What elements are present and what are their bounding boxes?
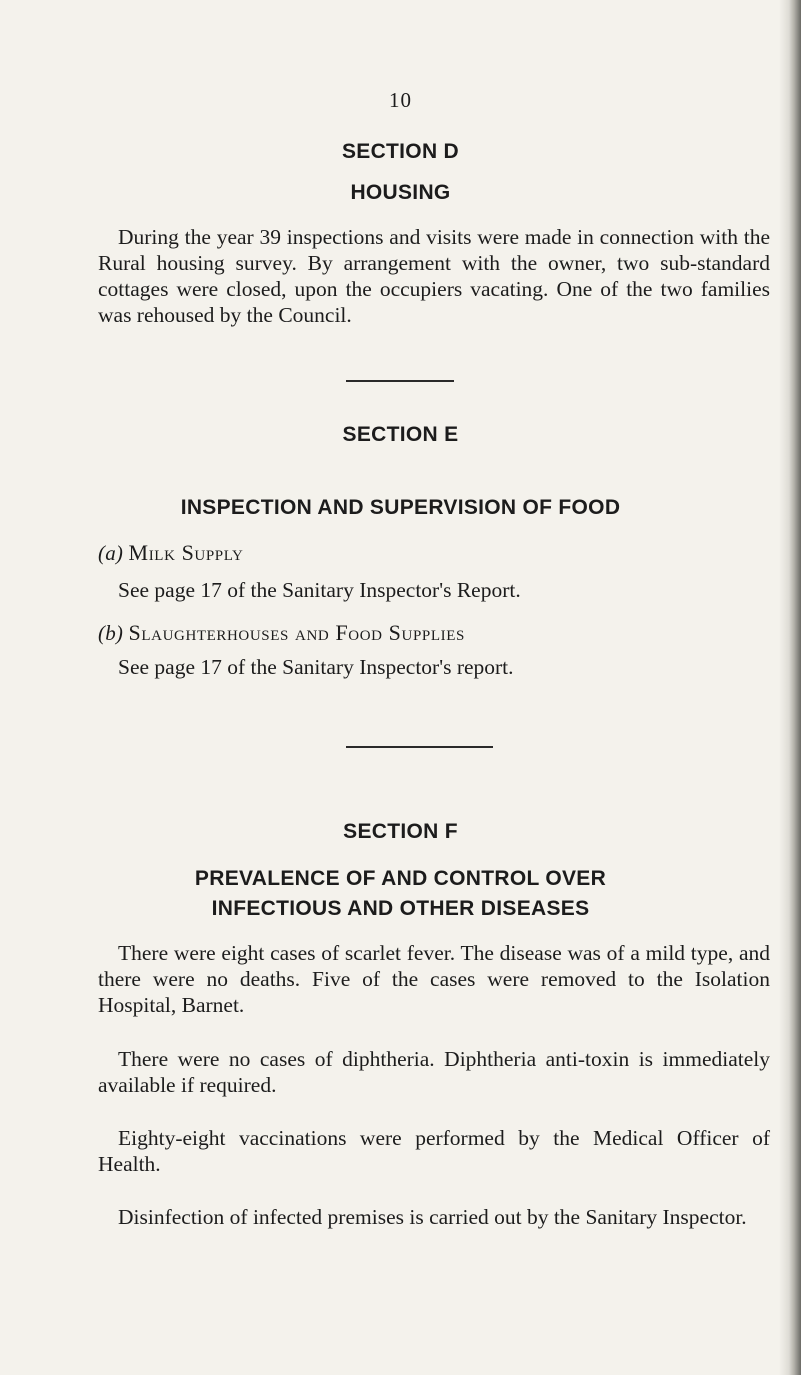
subsection-a-marker: (a) xyxy=(98,541,124,565)
section-d-title: SECTION D xyxy=(341,140,460,163)
page-number: 10 xyxy=(389,88,412,112)
section-f-heading-line2: INFECTIOUS AND OTHER DISEASES xyxy=(211,897,590,920)
section-f-title: SECTION F xyxy=(343,820,458,843)
subsection-b-title: Slaughterhouses and Food Supplies xyxy=(128,620,465,645)
section-divider-1 xyxy=(346,380,454,382)
page-edge-shadow xyxy=(779,0,801,1375)
section-f-paragraph-2 xyxy=(98,1046,770,1098)
section-f-paragraph-1 xyxy=(98,940,770,1018)
section-d-heading: HOUSING xyxy=(350,181,451,204)
subsection-b-marker: (b) xyxy=(98,621,124,645)
section-f-paragraph-4 xyxy=(98,1204,770,1230)
subsection-a-text: See page 17 of the Sanitary Inspector's Report. xyxy=(118,578,521,602)
subsection-b-text: See page 17 of the Sanitary Inspector's report. xyxy=(118,655,514,679)
section-divider-2 xyxy=(346,746,493,748)
subsection-a-heading xyxy=(98,540,243,566)
section-e-title: SECTION E xyxy=(342,423,459,446)
section-f-paragraph-1-text: There were eight cases of scarlet fever. The disease was of a mild type, and there were no deaths. Five of the cases were removed to the Isolation Hospital, Barnet. xyxy=(98,941,770,1017)
section-f-paragraph-2-text: There were no cases of diphtheria. Diphtheria anti-toxin is immediately available if required. xyxy=(98,1047,770,1097)
section-f-paragraph-3-text: Eighty-eight vaccinations were performed by the Medical Officer of Health. xyxy=(98,1126,770,1176)
subsection-b-heading xyxy=(98,620,465,646)
section-e-heading: INSPECTION AND SUPERVISION OF FOOD xyxy=(180,496,621,519)
subsection-a-title: Milk Supply xyxy=(128,540,244,565)
section-f-heading-line1: PREVALENCE OF AND CONTROL OVER xyxy=(194,867,607,890)
section-d-paragraph-text: During the year 39 inspections and visits were made in connection with the Rural housing survey. By arrangement with the owner, two sub-standard cottages were closed, upon the occupiers vacating. One of the two families was rehoused by the Council. xyxy=(98,225,770,327)
section-f-paragraph-4-text: Disinfection of infected premises is carried out by the Sanitary Inspector. xyxy=(118,1205,747,1229)
section-d-paragraph xyxy=(98,224,770,328)
section-f-paragraph-3 xyxy=(98,1125,770,1177)
